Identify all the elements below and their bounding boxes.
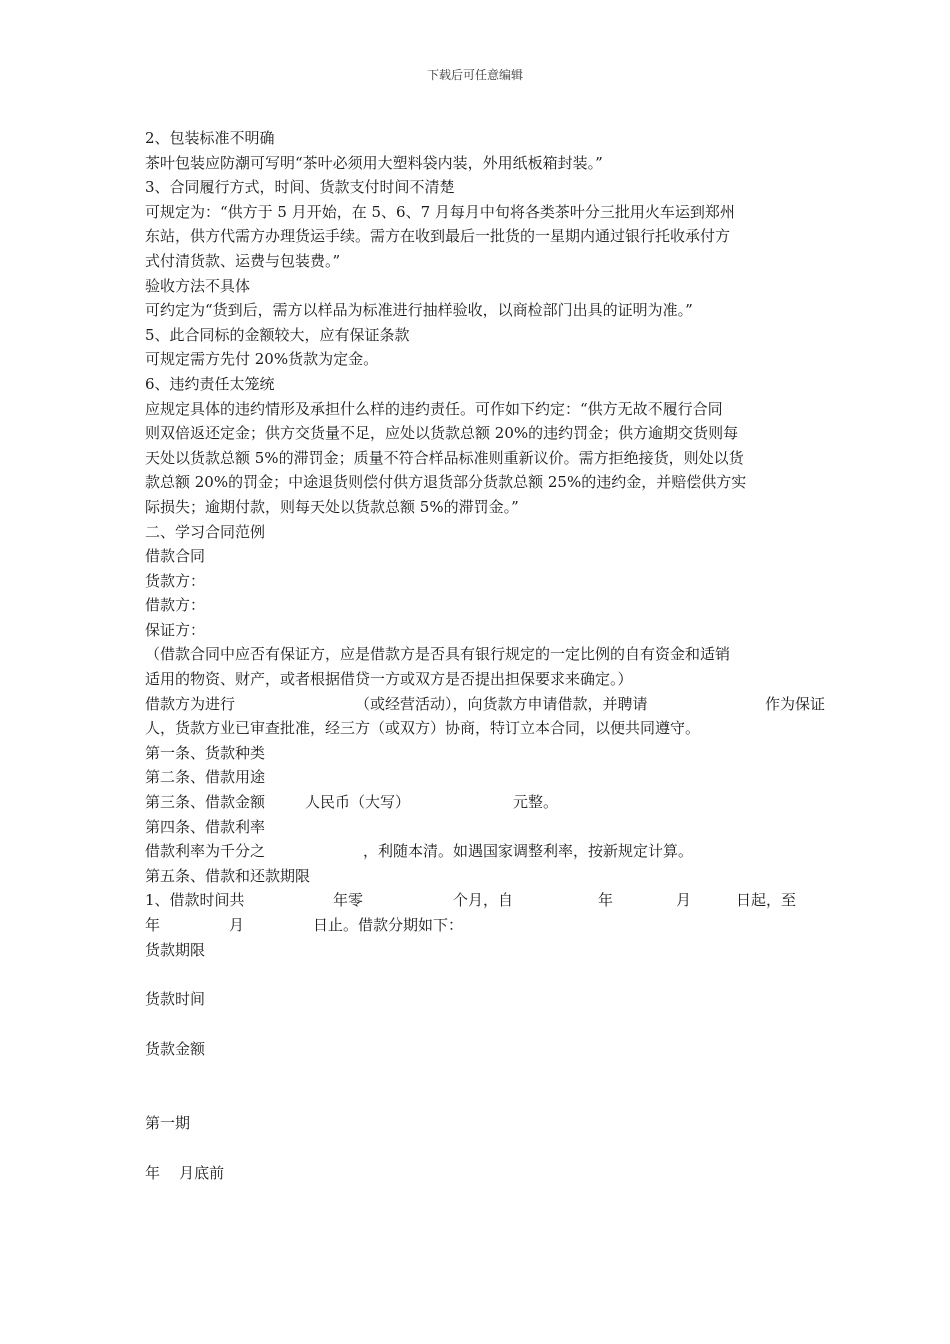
paragraph-line: 款总额 20%的罚金；中途退货则偿付供方退货部分货款总额 25%的违约金，并赔偿供方实 — [145, 473, 747, 492]
section-heading: 验收方法不具体 — [145, 276, 251, 295]
period-time: 年 月底前 — [145, 1163, 225, 1182]
paragraph: 可规定需方先付 20%货款为定金。 — [145, 350, 379, 369]
term-t1: 1、借款时间共 — [145, 891, 245, 910]
spacer — [145, 1061, 805, 1111]
note-line: （借款合同中应否有保证方，应是借款方是否具有银行规定的一定比例的自有资金和适销 — [145, 645, 731, 664]
table-header-time: 货款时间 — [145, 990, 206, 1009]
paragraph-line: 东站，供方代需方办理货运手续。需方在收到最后一批货的一星期内通过银行托收承付方 — [145, 227, 731, 246]
term-t8: 月 — [229, 916, 245, 934]
intro-text-b: （或经营活动），向货款方申请借款，并聘请 — [355, 694, 648, 713]
table-header-amount: 货款金额 — [145, 1039, 206, 1058]
paragraph-line: 则双倍返还定金；供方交货量不足，应处以货款总额 20%的违约罚金；供方逾期交货则每 — [145, 424, 739, 443]
intro-text-c: 作为保证 — [765, 694, 826, 713]
term-t2: 年零 — [333, 891, 364, 910]
paragraph: 可约定为“货到后，需方以样品为标准进行抽样验收，以商检部门出具的证明为准。” — [145, 301, 693, 320]
article-amount-currency: 人民币（大写） — [305, 793, 411, 812]
paragraph-line: 应规定具体的违约情形及承担什么样的违约责任。可作如下约定：“供方无故不履行合同 — [145, 399, 723, 418]
article-amount-suffix: 元整。 — [513, 793, 559, 812]
rate-text-a: 借款利率为千分之 — [145, 842, 266, 861]
term-t3: 个月，自 — [453, 891, 514, 910]
period-label: 第一期 — [145, 1114, 191, 1133]
article-amount-label: 第三条、借款金额 — [145, 793, 266, 812]
paragraph: 茶叶包装应防潮可写明“茶叶必须用大塑料袋内装，外用纸板箱封装。” — [145, 153, 603, 172]
article-amount — [145, 790, 805, 815]
intro-line-2: 人，货款方业已审查批准，经三方（或双方）协商，特订立本合同，以便共同遵守。 — [145, 719, 701, 738]
section-heading: 3、合同履行方式，时间、货款支付时间不清楚 — [145, 178, 455, 197]
document-body — [145, 126, 826, 1186]
spacer — [145, 962, 805, 987]
paragraph-line: 天处以货款总额 5%的滞罚金；质量不符合样品标准则重新议价。需方拒绝接货，则处以货 — [145, 448, 744, 467]
article-heading: 第一条、货款种类 — [145, 743, 266, 762]
term-t7: 年 — [145, 916, 161, 934]
section-heading: 6、违约责任太笼统 — [145, 374, 275, 393]
term-line-1 — [145, 888, 805, 913]
paragraph-line: 式付清货款、运费与包装费。” — [145, 251, 341, 270]
term-line-2 — [145, 913, 805, 938]
section-heading: 2、包装标准不明确 — [145, 129, 275, 147]
spacer — [145, 1136, 805, 1161]
intro-line — [145, 692, 826, 717]
article-heading: 第五条、借款和还款期限 — [145, 866, 311, 885]
term-t6: 日起，至 — [736, 891, 797, 910]
part-heading: 二、学习合同范例 — [145, 522, 266, 541]
paragraph-line: 际损失；逾期付款，则每天处以货款总额 5%的滞罚金。” — [145, 497, 519, 516]
guarantor-label: 保证方： — [145, 620, 206, 639]
section-heading: 5、此合同标的金额较大，应有保证条款 — [145, 325, 410, 344]
table-header-term: 货款期限 — [145, 940, 206, 959]
paragraph-line: 可规定为：“供方于 5 月开始，在 5、6、7 月每月中旬将各类茶叶分三批用火车运到郑州 — [145, 202, 735, 221]
article-heading: 第四条、借款利率 — [145, 817, 266, 836]
intro-text-a: 借款方为进行 — [145, 694, 236, 713]
spacer — [145, 1012, 805, 1037]
lender-label: 货款方： — [145, 571, 206, 590]
note-line: 适用的物资、财产，或者根据借贷一方或双方是否提出担保要求来确定。） — [145, 670, 633, 689]
term-t4: 年 — [598, 891, 614, 910]
page-header: 下载后可任意编辑 — [426, 68, 523, 82]
term-t9: 日止。借款分期如下： — [313, 916, 464, 934]
rate-line — [145, 839, 805, 864]
term-t5: 月 — [676, 891, 692, 910]
borrower-label: 借款方： — [145, 596, 206, 615]
rate-text-b: ，利随本清。如遇国家调整利率，按新规定计算。 — [363, 842, 694, 861]
contract-title: 借款合同 — [145, 547, 206, 566]
article-heading: 第二条、借款用途 — [145, 768, 266, 787]
